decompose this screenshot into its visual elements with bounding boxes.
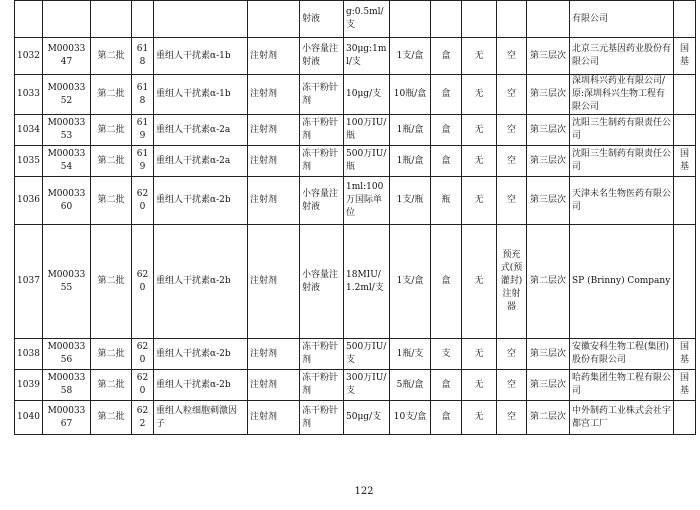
- cell-drug-name: 重组人干扰素α-2a: [154, 115, 248, 146]
- cell-note: 国基: [674, 370, 696, 401]
- cell-tier: 第三层次: [527, 339, 570, 370]
- cell-packaging: 1支/瓶: [390, 177, 431, 225]
- cell-drug-name: 重组人干扰素α-2a: [154, 146, 248, 177]
- cell-device: 空: [497, 115, 527, 146]
- cell-company: 深圳科兴药业有限公司/原:深圳科兴生物工程有限公司: [570, 75, 674, 115]
- cell-note: [674, 75, 696, 115]
- cell-packaging: 10支/盒: [390, 401, 431, 435]
- cell-seq: 1036: [15, 177, 43, 225]
- cell-seq: 1035: [15, 146, 43, 177]
- cell-company: 哈药集团生物工程有限公司: [570, 370, 674, 401]
- table-row: [15, 370, 696, 401]
- drug-catalog-table: [14, 0, 696, 435]
- cell-packaging: 1瓶/盒: [390, 115, 431, 146]
- page-number: 122: [354, 486, 374, 497]
- cell-batch: 第二批: [91, 38, 132, 75]
- cell-specification: 50μg/支: [344, 401, 390, 435]
- table-row: [15, 339, 696, 370]
- cell-tier: 第三层次: [527, 75, 570, 115]
- cell-specification: g:0.5ml/支: [344, 1, 390, 38]
- cell-category: 注射剂: [248, 370, 300, 401]
- cell-dosage-form: 冻干粉针剂: [300, 146, 344, 177]
- cell-unit: 盒: [431, 401, 462, 435]
- cell-group: [132, 1, 154, 38]
- cell-unit: 盒: [431, 38, 462, 75]
- table-row: [15, 146, 696, 177]
- cell-specification: 18MIU/1.2ml/支: [344, 225, 390, 339]
- cell-seq: 1038: [15, 339, 43, 370]
- cell-specification: 300万IU/支: [344, 370, 390, 401]
- cell-company: 有限公司: [570, 1, 674, 38]
- cell-group: 619: [132, 115, 154, 146]
- cell-packaging: 1瓶/支: [390, 339, 431, 370]
- cell-drug-name: 重组人干扰素α-2b: [154, 225, 248, 339]
- cell-unit: 瓶: [431, 177, 462, 225]
- cell-unit: [431, 1, 462, 38]
- cell-tier: 第三层次: [527, 115, 570, 146]
- cell-packaging: 1支/盒: [390, 225, 431, 339]
- cell-batch: 第二批: [91, 146, 132, 177]
- cell-category: 注射剂: [248, 177, 300, 225]
- cell-group: 620: [132, 370, 154, 401]
- cell-drug-name: 重组人干扰素α-1b: [154, 75, 248, 115]
- cell-flag: 无: [462, 339, 497, 370]
- cell-flag: 无: [462, 115, 497, 146]
- cell-company: 中外制药工业株式会社宇都宫工厂: [570, 401, 674, 435]
- cell-code: [43, 1, 91, 38]
- cell-tier: 第二层次: [527, 401, 570, 435]
- cell-packaging: 5瓶/盒: [390, 370, 431, 401]
- cell-device: 空: [497, 146, 527, 177]
- cell-group: 620: [132, 177, 154, 225]
- cell-packaging: 1支/盒: [390, 38, 431, 75]
- cell-unit: 盒: [431, 225, 462, 339]
- cell-packaging: 1瓶/盒: [390, 146, 431, 177]
- cell-note: [674, 1, 696, 38]
- cell-category: [248, 1, 300, 38]
- cell-specification: 500万IU/支: [344, 339, 390, 370]
- cell-note: [674, 225, 696, 339]
- cell-dosage-form: 冻干粉针剂: [300, 339, 344, 370]
- cell-flag: 无: [462, 177, 497, 225]
- cell-batch: 第二批: [91, 339, 132, 370]
- cell-dosage-form: 小容量注射液: [300, 177, 344, 225]
- cell-code: M0003354: [43, 146, 91, 177]
- cell-code: M0003352: [43, 75, 91, 115]
- cell-code: M0003347: [43, 38, 91, 75]
- cell-batch: 第二批: [91, 177, 132, 225]
- cell-device: 空: [497, 38, 527, 75]
- cell-note: [674, 177, 696, 225]
- cell-dosage-form: 小容量注射液: [300, 225, 344, 339]
- cell-drug-name: 重组人干扰素α-2b: [154, 177, 248, 225]
- cell-packaging: [390, 1, 431, 38]
- cell-tier: 第三层次: [527, 177, 570, 225]
- cell-group: 619: [132, 146, 154, 177]
- cell-tier: [527, 1, 570, 38]
- cell-company: 安徽安科生物工程(集团)股份有限公司: [570, 339, 674, 370]
- cell-company: 沈阳三生制药有限责任公司: [570, 115, 674, 146]
- cell-batch: 第二批: [91, 370, 132, 401]
- cell-dosage-form: 射液: [300, 1, 344, 38]
- cell-packaging: 10瓶/盒: [390, 75, 431, 115]
- cell-seq: 1040: [15, 401, 43, 435]
- cell-seq: 1033: [15, 75, 43, 115]
- cell-flag: 无: [462, 38, 497, 75]
- cell-tier: 第三层次: [527, 146, 570, 177]
- table-row: [15, 177, 696, 225]
- cell-category: 注射剂: [248, 401, 300, 435]
- cell-note: [674, 115, 696, 146]
- cell-category: 注射剂: [248, 339, 300, 370]
- cell-dosage-form: 冻干粉针剂: [300, 401, 344, 435]
- cell-group: 620: [132, 225, 154, 339]
- cell-note: [674, 401, 696, 435]
- cell-company: 北京三元基因药业股份有限公司: [570, 38, 674, 75]
- cell-group: 618: [132, 75, 154, 115]
- cell-category: 注射剂: [248, 38, 300, 75]
- cell-device: 预充式(预灌封)注射器: [497, 225, 527, 339]
- cell-tier: 第三层次: [527, 370, 570, 401]
- cell-unit: 盒: [431, 370, 462, 401]
- table-row: [15, 115, 696, 146]
- cell-device: 空: [497, 75, 527, 115]
- cell-flag: 无: [462, 401, 497, 435]
- cell-category: 注射剂: [248, 115, 300, 146]
- cell-category: 注射剂: [248, 75, 300, 115]
- table-row: [15, 75, 696, 115]
- cell-tier: 第三层次: [527, 38, 570, 75]
- cell-dosage-form: 冻干粉针剂: [300, 115, 344, 146]
- cell-group: 620: [132, 339, 154, 370]
- cell-seq: 1037: [15, 225, 43, 339]
- cell-device: 空: [497, 339, 527, 370]
- cell-note: 国基: [674, 146, 696, 177]
- cell-code: M0003356: [43, 339, 91, 370]
- cell-specification: 100万IU/瓶: [344, 115, 390, 146]
- cell-specification: 10μg/支: [344, 75, 390, 115]
- cell-code: M0003355: [43, 225, 91, 339]
- cell-batch: 第二批: [91, 115, 132, 146]
- cell-batch: 第二批: [91, 75, 132, 115]
- cell-tier: 第二层次: [527, 225, 570, 339]
- document-page: [14, 0, 696, 497]
- table-row: [15, 401, 696, 435]
- cell-code: M0003353: [43, 115, 91, 146]
- table-row: [15, 1, 696, 38]
- cell-unit: 盒: [431, 115, 462, 146]
- cell-group: 622: [132, 401, 154, 435]
- cell-seq: 1039: [15, 370, 43, 401]
- table-row: [15, 38, 696, 75]
- cell-company: SP (Brinny) Company: [570, 225, 674, 339]
- cell-code: M0003358: [43, 370, 91, 401]
- cell-unit: 盒: [431, 75, 462, 115]
- cell-unit: 盒: [431, 146, 462, 177]
- cell-device: 空: [497, 370, 527, 401]
- cell-specification: 1ml:100万国际单位: [344, 177, 390, 225]
- cell-batch: 第二批: [91, 225, 132, 339]
- cell-seq: 1032: [15, 38, 43, 75]
- cell-device: 空: [497, 401, 527, 435]
- cell-category: 注射剂: [248, 225, 300, 339]
- cell-company: 沈阳三生制药有限责任公司: [570, 146, 674, 177]
- cell-drug-name: 重组人干扰素α-2b: [154, 370, 248, 401]
- cell-company: 天津未名生物医药有限公司: [570, 177, 674, 225]
- cell-note: 国基: [674, 38, 696, 75]
- cell-device: [497, 1, 527, 38]
- cell-flag: 无: [462, 370, 497, 401]
- cell-flag: 无: [462, 225, 497, 339]
- cell-flag: 无: [462, 146, 497, 177]
- table-body: [15, 1, 696, 435]
- cell-dosage-form: 小容量注射液: [300, 38, 344, 75]
- cell-drug-name: 重组人干扰素α-2b: [154, 339, 248, 370]
- cell-unit: 支: [431, 339, 462, 370]
- cell-batch: [91, 1, 132, 38]
- cell-flag: 无: [462, 75, 497, 115]
- cell-note: 国基: [674, 339, 696, 370]
- cell-drug-name: 重组人干扰素α-1b: [154, 38, 248, 75]
- cell-drug-name: 重组人粒细胞刺激因子: [154, 401, 248, 435]
- cell-code: M0003360: [43, 177, 91, 225]
- cell-code: M0003367: [43, 401, 91, 435]
- cell-flag: [462, 1, 497, 38]
- cell-drug-name: [154, 1, 248, 38]
- cell-group: 618: [132, 38, 154, 75]
- cell-seq: [15, 1, 43, 38]
- table-row: [15, 225, 696, 339]
- cell-specification: 30μg:1ml/支: [344, 38, 390, 75]
- cell-category: 注射剂: [248, 146, 300, 177]
- cell-batch: 第二批: [91, 401, 132, 435]
- cell-device: 空: [497, 177, 527, 225]
- cell-seq: 1034: [15, 115, 43, 146]
- cell-specification: 500万IU/瓶: [344, 146, 390, 177]
- cell-dosage-form: 冻干粉针剂: [300, 370, 344, 401]
- cell-dosage-form: 冻干粉针剂: [300, 75, 344, 115]
